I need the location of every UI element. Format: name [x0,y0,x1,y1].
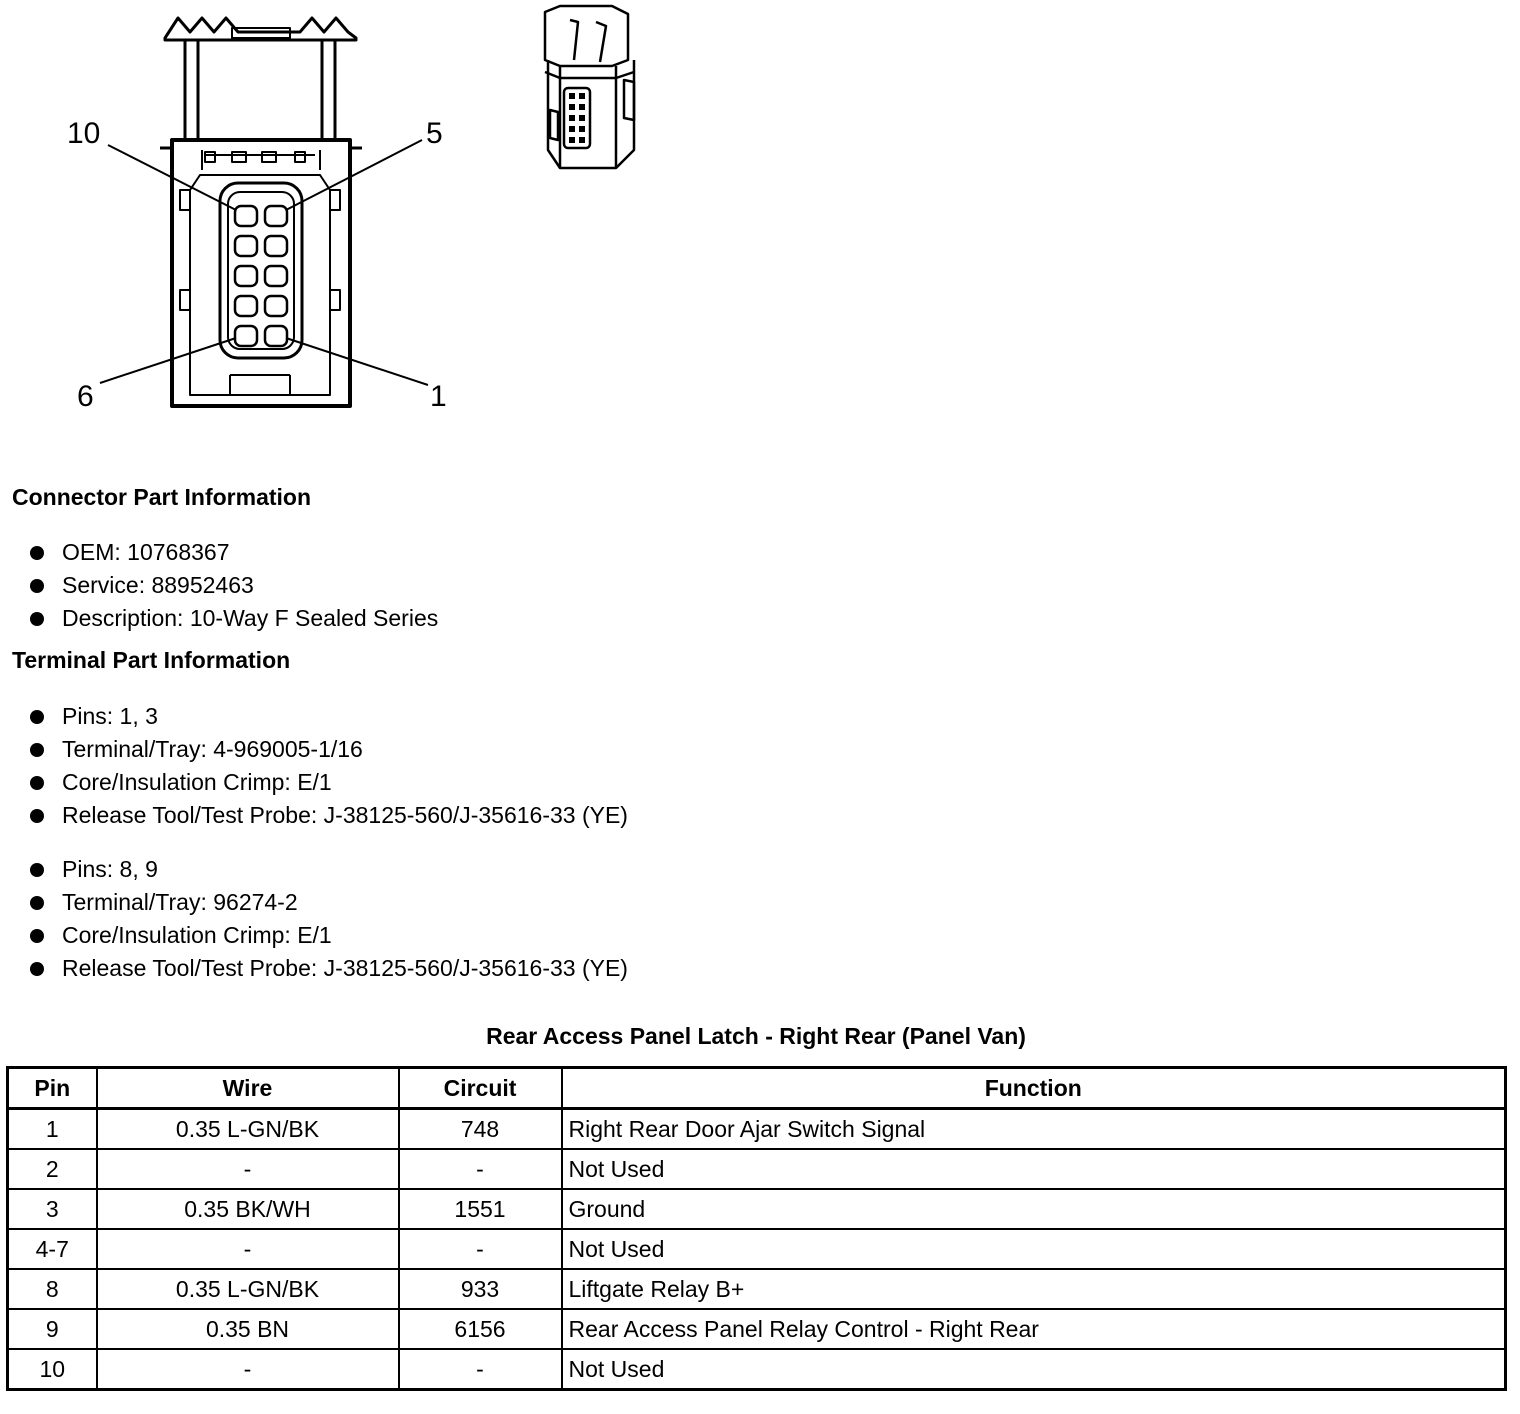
cell-function: Not Used [562,1349,1506,1390]
cell-wire: 0.35 BK/WH [97,1189,399,1229]
header-circuit: Circuit [399,1068,562,1109]
list-item: Description: 10-Way F Sealed Series [0,602,438,635]
connector-info-list [0,536,438,635]
cell-circuit: 1551 [399,1189,562,1229]
table-row [8,1309,1506,1349]
table-header-row [8,1068,1506,1109]
cell-pin: 10 [8,1349,97,1390]
cell-pin: 3 [8,1189,97,1229]
list-item: Terminal/Tray: 4-969005-1/16 [0,733,628,766]
cell-function: Not Used [562,1229,1506,1269]
list-item: Core/Insulation Crimp: E/1 [0,919,628,952]
table-row [8,1269,1506,1309]
connector-info-title: Connector Part Information [12,484,312,510]
cell-pin: 4-7 [8,1229,97,1269]
terminal-info-list-1 [0,700,628,832]
table-title: Rear Access Panel Latch - Right Rear (Panel Van) [486,1023,1026,1049]
header-pin: Pin [8,1068,97,1109]
pinout-table [6,1066,1507,1391]
list-item: Service: 88952463 [0,569,438,602]
cell-function: Ground [562,1189,1506,1229]
table-row [8,1349,1506,1390]
table-row [8,1149,1506,1189]
cell-function: Liftgate Relay B+ [562,1269,1506,1309]
cell-circuit: 6156 [399,1309,562,1349]
cell-wire: - [97,1349,399,1390]
cell-circuit: - [399,1349,562,1390]
cell-wire: 0.35 L-GN/BK [97,1269,399,1309]
header-function: Function [562,1068,1506,1109]
terminal-info-list-2 [0,853,628,985]
table-row [8,1229,1506,1269]
list-item: Terminal/Tray: 96274-2 [0,886,628,919]
cell-circuit: 748 [399,1109,562,1150]
list-item: Release Tool/Test Probe: J-38125-560/J-35616-33 (YE) [0,799,628,832]
cell-wire: - [97,1229,399,1269]
cell-wire: - [97,1149,399,1189]
connector-iso-view [545,6,634,168]
cell-circuit: 933 [399,1269,562,1309]
connector-diagram [0,0,700,430]
table-row [8,1189,1506,1229]
cell-pin: 9 [8,1309,97,1349]
header-wire: Wire [97,1068,399,1109]
cell-function: Right Rear Door Ajar Switch Signal [562,1109,1506,1150]
pin-label-5: 5 [426,117,443,150]
table-row [8,1109,1506,1150]
cell-pin: 1 [8,1109,97,1150]
cell-wire: 0.35 L-GN/BK [97,1109,399,1150]
cell-wire: 0.35 BN [97,1309,399,1349]
cell-pin: 2 [8,1149,97,1189]
list-item: Pins: 8, 9 [0,853,628,886]
pin-label-6: 6 [77,380,94,413]
list-item: Pins: 1, 3 [0,700,628,733]
list-item: OEM: 10768367 [0,536,438,569]
pin-label-1: 1 [430,380,447,413]
terminal-info-title: Terminal Part Information [12,647,291,673]
pin-label-10: 10 [67,117,101,150]
list-item: Release Tool/Test Probe: J-38125-560/J-35616-33 (YE) [0,952,628,985]
cell-circuit: - [399,1229,562,1269]
cell-function: Rear Access Panel Relay Control - Right Rear [562,1309,1506,1349]
list-item: Core/Insulation Crimp: E/1 [0,766,628,799]
cell-pin: 8 [8,1269,97,1309]
cell-function: Not Used [562,1149,1506,1189]
cell-circuit: - [399,1149,562,1189]
